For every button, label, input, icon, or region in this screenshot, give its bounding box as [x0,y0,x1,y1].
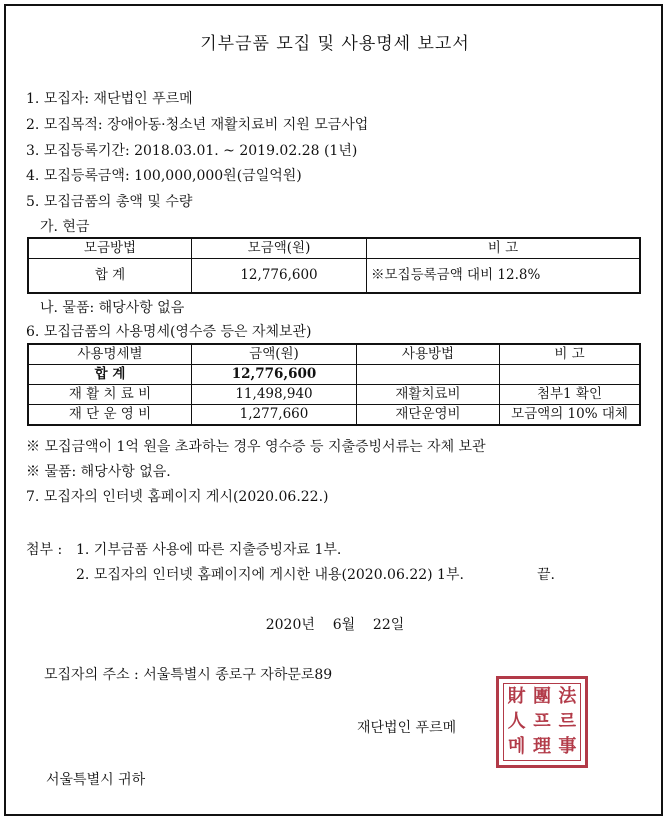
usage-table [27,343,641,426]
item-amount: 4. 모집등록금액: 100,000,000원(금일억원) [26,168,302,184]
table-cell: 재단운영비 [357,405,500,426]
item-usage: 6. 모집금품의 사용명세(영수증 등은 자체보관) [26,324,312,340]
table-row [28,405,640,426]
item-homepage: 7. 모집자의 인터넷 홈페이지 게시(2020.06.22.) [26,489,329,505]
table-cell: 12,776,600 [192,365,357,385]
table-header-row [28,238,640,259]
organizer-name: 재단법인 푸르메 [357,720,457,736]
seal-char: 財 [507,685,526,707]
table-cell: 합 계 [28,365,192,385]
item-cash: 가. 현금 [40,219,90,235]
seal-char: 르 [558,710,577,732]
item-purpose: 2. 모집목적: 장애아동·청소년 재활치료비 지원 모금사업 [26,117,369,133]
report-date: 2020년 6월 22일 [265,617,405,633]
item-goods: 나. 물품: 해당사항 없음 [40,300,185,316]
table-cell: 1,277,660 [192,405,357,426]
table-header-cell: 비 고 [500,344,641,365]
table-cell: 합 계 [28,259,192,294]
note-receipts: ※ 모집금액이 1억 원을 초과하는 경우 영수증 등 지출증빙서류는 자체 보관 [26,439,486,455]
table-cell [357,365,500,385]
table-header-cell: 사용명세별 [28,344,192,365]
table-cell: 11,498,940 [192,385,357,405]
seal-char: 프 [533,710,551,732]
table-cell: 첨부1 확인 [500,385,641,405]
table-row [28,365,640,385]
seal-char: 團 [532,685,551,707]
table-row [28,385,640,405]
table-header-cell: 모금액(원) [192,238,367,259]
seal-chars [503,683,581,761]
seal-char: 理 [532,736,551,758]
table-header-cell: 비 고 [367,238,641,259]
document-title: 기부금품 모집 및 사용명세 보고서 [200,34,470,54]
item-organizer: 1. 모집자: 재단법인 푸르메 [26,91,193,107]
table-header-row [28,344,640,365]
seal-char: 法 [558,685,577,707]
table-cell [500,365,641,385]
recipient: 서울특별시 귀하 [46,772,146,788]
item-period: 3. 모집등록기간: 2018.03.01. ~ 2019.02.28 (1년) [26,143,358,159]
official-seal [496,676,588,768]
attachment-label: 첨부 : [26,542,63,558]
table-cell: 재활치료비 [357,385,500,405]
table-cell: 재 활 치 료 비 [28,385,192,405]
seal-char: 메 [507,736,526,758]
table-row [28,259,640,294]
table-cell: 12,776,600 [192,259,367,294]
attachment-1: 1. 기부금품 사용에 따른 지출증빙자료 1부. [76,542,342,558]
seal-char: 人 [507,710,526,732]
table-header-cell: 금액(원) [192,344,357,365]
attachment-2: 2. 모집자의 인터넷 홈페이지에 게시한 내용(2020.06.22) 1부. [76,567,464,583]
organizer-address: 모집자의 주소 : 서울특별시 종로구 자하문로89 [44,667,333,683]
cash-table [27,237,641,294]
table-header-cell: 모금방법 [28,238,192,259]
table-cell: 재 단 운 영 비 [28,405,192,426]
table-header-cell: 사용방법 [357,344,500,365]
end-mark: 끝. [537,567,555,583]
item-total: 5. 모집금품의 총액 및 수량 [26,194,193,210]
table-cell: 모금액의 10% 대체 [500,405,641,426]
seal-char: 事 [558,736,577,758]
note-goods: ※ 물품: 해당사항 없음. [26,464,171,480]
table-cell: ※모집등록금액 대비 12.8% [367,259,641,294]
